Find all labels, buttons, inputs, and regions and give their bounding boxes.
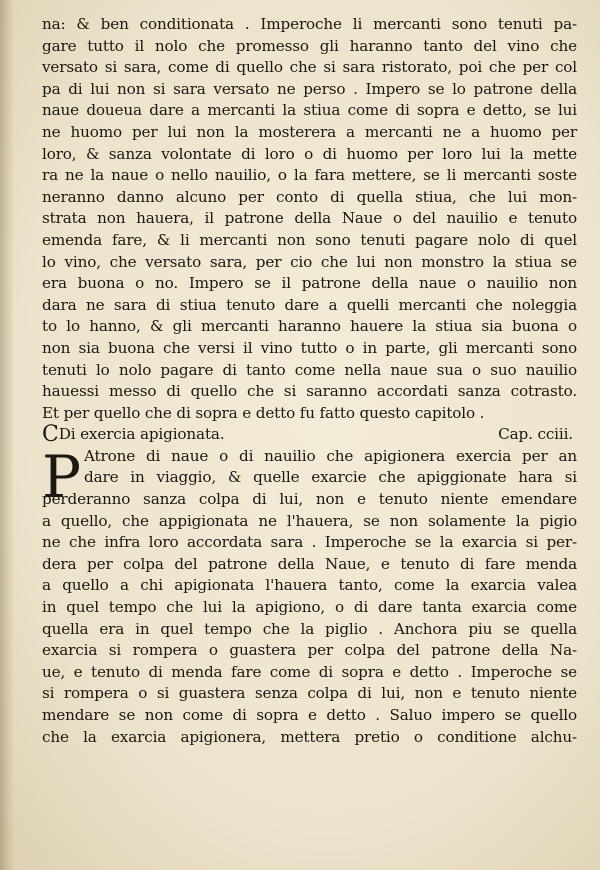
text-line: na: & ben conditionata . Imperoche li mercanti sono tenuti pa- <box>42 15 577 33</box>
text-line: dara ne sara di stiua tenuto dare a quelli mercanti che noleggia <box>42 295 577 314</box>
text-line: pa di lui non si sara versato ne perso . Impero se lo patrone della <box>42 79 577 98</box>
text-line: Et per quello che di sopra e detto fu fatto questo capitolo . <box>42 403 485 422</box>
text-line: quella era in quel tempo che la piglio . Anchora piu se quella <box>42 619 577 638</box>
text-line: strata non hauera, il patrone della Naue o del nauilio e tenuto <box>42 209 577 228</box>
text-line: dera per colpa del patrone della Naue, e tenuto di fare menda <box>42 554 577 573</box>
text-line: hauessi messo di quello che si saranno accordati sanza cotrasto. <box>42 382 577 401</box>
text-line: che la exarcia apigionera, mettera pretio o conditione alchu- <box>42 727 577 746</box>
text-line: tenuti lo nolo pagare di tanto come nella naue sua o suo nauilio <box>42 360 577 379</box>
text-line: era buona o no. Impero se il patrone della naue o nauilio non <box>42 274 577 293</box>
text-line: a quello a chi apigionata l'hauera tanto, come la exarcia valea <box>42 576 577 595</box>
text-line: in quel tempo che lui la apigiono, o di dare tanta exarcia come <box>42 598 577 617</box>
text-line: dare in viaggio, & quelle exarcie che apiggionate hara si <box>84 468 577 487</box>
text-line: gare tutto il nolo che promesso gli haranno tanto del vino che <box>42 36 577 55</box>
text-line: versato si sara, come di quello che si sara ristorato, poi che per col <box>42 58 577 77</box>
text-line: ue, e tenuto di menda fare come di sopra e detto . Imperoche se <box>42 662 577 681</box>
text-line: perderanno sanza colpa di lui, non e tenuto niente emendare <box>42 490 577 509</box>
text-line: si rompera o si guastera senza colpa di lui, non e tenuto niente <box>42 684 577 703</box>
text-line: emenda fare, & li mercanti non sono tenuti pagare nolo di quel <box>42 230 577 249</box>
text-line: ne che infra loro accordata sara . Imperoche se la exarcia si per- <box>42 533 577 552</box>
paragraph-mark: C <box>42 422 59 448</box>
text-line: ra ne la naue o nello nauilio, o la fara mettere, se li mercanti soste <box>42 166 577 185</box>
text-line: lo vino, che versato sara, per cio che lui non monstro la stiua se <box>42 252 577 271</box>
drop-cap-initial: P <box>42 442 82 511</box>
text-line: neranno danno alcuno per conto di quella stiua, che lui mon- <box>42 187 577 206</box>
chapter-title: Di exercia apigionata. <box>58 425 225 444</box>
text-block <box>42 14 577 748</box>
text-line: loro, & sanza volontate di loro o di huomo per loro lui la mette <box>42 144 577 163</box>
text-line: mendare se non come di sopra e detto . Saluo impero se quello <box>42 706 577 724</box>
chapter-heading <box>42 424 577 446</box>
text-line: naue doueua dare a mercanti la stiua come di sopra e detto, se lui <box>42 101 577 120</box>
text-line: Atrone di naue o di nauilio che apigionera exercia per an <box>84 446 577 465</box>
chapter-number: Cap. cciii. <box>498 425 573 444</box>
text-line: non sia buona che versi il vino tutto o in parte, gli mercanti sono <box>42 338 577 357</box>
text-line: a quello, che appigionata ne l'hauera, se non solamente la pigio <box>42 511 577 530</box>
paragraph-with-initial <box>42 442 577 511</box>
text-line: exarcia si rompera o guastera per colpa del patrone della Na- <box>42 641 577 660</box>
text-line: ne huomo per lui non la mosterera a mercanti ne a huomo per <box>42 122 577 141</box>
text-line: to lo hanno, & gli mercanti haranno hauere la stiua sia buona o <box>42 317 577 336</box>
page-gutter-shadow <box>0 0 14 870</box>
